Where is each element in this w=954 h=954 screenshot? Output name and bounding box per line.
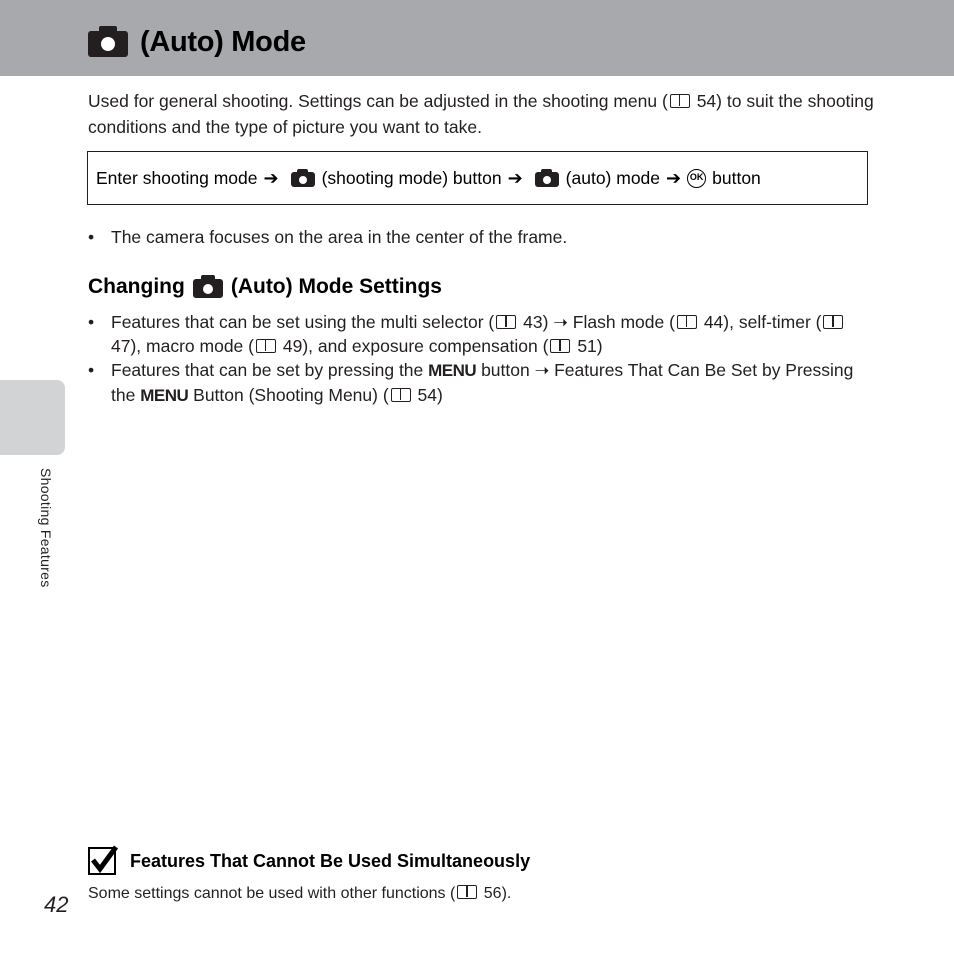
bullet-text: ) [437, 385, 443, 405]
bullet-text: Features that can be set by pressing the [111, 360, 424, 380]
note-heading-text: Features That Cannot Be Used Simultaneously [130, 850, 531, 871]
ref-link[interactable]: 54 [417, 385, 438, 405]
book-ref-icon [670, 94, 690, 108]
intro-ref-link[interactable]: 54 [696, 91, 717, 111]
section-heading-before: Changing [88, 275, 185, 298]
menu-button-glyph: MENU [140, 386, 189, 405]
procedure-step-1: Enter shooting mode [96, 167, 258, 188]
camera-icon [193, 279, 223, 298]
chapter-side-tab[interactable] [0, 380, 65, 455]
menu-button-glyph: MENU [428, 361, 477, 380]
check-box-icon [88, 847, 116, 875]
arrow-right-icon: ➔ [507, 167, 523, 188]
list-item [88, 358, 878, 408]
book-ref-icon [823, 315, 843, 329]
bullet-text: ) ➝ Flash mode ( [542, 312, 675, 332]
bullet-text: Button (Shooting Menu) ( [193, 385, 389, 405]
camera-icon [535, 172, 559, 187]
bullet-text: ), self-timer ( [723, 312, 822, 332]
bullet-text: button ➝ Features That Can Be Set by Pressing the [111, 360, 854, 405]
ok-button-icon: OK [687, 169, 706, 188]
ref-link[interactable]: 47 [111, 336, 131, 356]
note-body [88, 882, 511, 906]
section-heading-after: (Auto) Mode Settings [230, 275, 442, 298]
procedure-box [87, 151, 868, 205]
book-ref-icon [391, 388, 411, 402]
intro-text-before: Used for general shooting. Settings can be adjusted in the shooting menu ( [88, 91, 668, 111]
page-title [88, 22, 306, 62]
book-ref-icon [550, 339, 570, 353]
ref-link[interactable]: 51 [577, 336, 597, 356]
book-ref-icon [457, 885, 477, 899]
main-bullet-list [88, 225, 878, 249]
procedure-step-4: button [712, 167, 761, 188]
bullet-text: ), macro mode ( [130, 336, 254, 356]
procedure-step-3: (auto) mode [565, 167, 661, 188]
page-title-text: (Auto) Mode [140, 26, 306, 58]
arrow-right-icon: ➔ [666, 167, 682, 188]
intro-paragraph [88, 88, 878, 140]
page-number: 42 [44, 892, 69, 917]
ref-link[interactable]: 56 [483, 885, 502, 902]
ref-link[interactable]: 43 [523, 312, 543, 332]
chapter-label: Shooting Features [38, 468, 54, 588]
note-heading [88, 847, 530, 875]
camera-icon [291, 172, 315, 187]
ref-link[interactable]: 49 [282, 336, 303, 356]
procedure-step-2: (shooting mode) button [321, 167, 502, 188]
note-body-text: ). [501, 885, 512, 902]
list-item: • The camera focuses on the area in the center of the frame. [88, 225, 878, 249]
arrow-right-icon: ➔ [263, 167, 279, 188]
list-item [88, 310, 878, 358]
bullet-text: Features that can be set using the multi selector ( [111, 312, 495, 332]
intro-text-after: ) to suit the shooting conditions and the type of picture you want to take. [88, 91, 874, 137]
check-mark-icon [88, 843, 120, 877]
camera-icon [88, 31, 128, 57]
book-ref-icon [256, 339, 276, 353]
bullet-text: ) [596, 336, 603, 356]
note-body-text: Some settings cannot be used with other functions ( [88, 885, 456, 902]
book-ref-icon [677, 315, 697, 329]
settings-bullet-list [88, 310, 878, 408]
bullet-text: ), and exposure compensation ( [302, 336, 549, 356]
section-heading [88, 271, 442, 303]
ref-link[interactable]: 44 [703, 312, 724, 332]
book-ref-icon [496, 315, 516, 329]
